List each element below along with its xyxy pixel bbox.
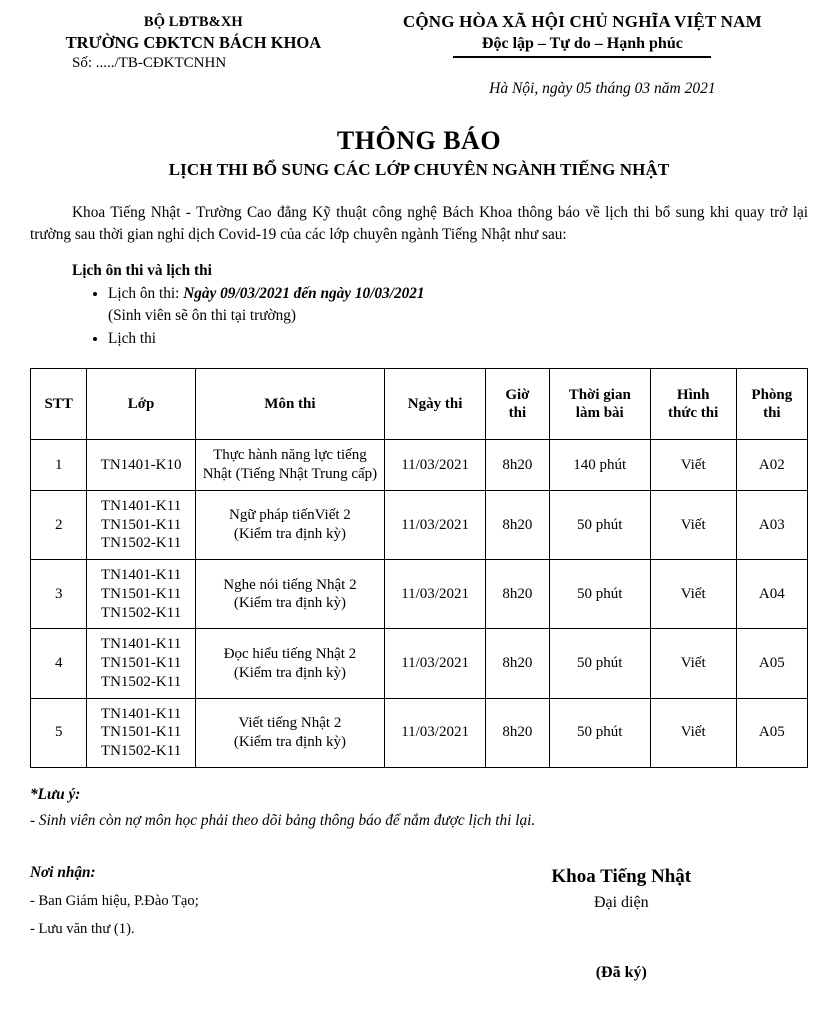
table-row <box>31 560 808 629</box>
cell-class <box>87 490 195 559</box>
class-code: TN1502-K11 <box>100 743 182 760</box>
issue-date: Hà Nội, ngày 05 tháng 03 năm 2021 <box>489 79 716 97</box>
signature-signed-mark: (Đã ký) <box>595 963 647 981</box>
subject-line: (Kiểm tra định kỳ) <box>233 526 346 543</box>
bullet-review-note: (Sinh viên sẽ ôn thi tại trường) <box>108 307 297 325</box>
cell-format: Viết <box>650 698 736 767</box>
table-row <box>31 698 808 767</box>
subject-line: (Kiểm tra định kỳ) <box>233 664 346 681</box>
cell-format: Viết <box>650 560 736 629</box>
exam-schedule-table <box>30 368 808 768</box>
table-row <box>31 490 808 559</box>
subject-line: Nghe nói tiếng Nhật 2 <box>223 576 357 593</box>
bullet-review-label: Lịch ôn thi: <box>108 284 184 302</box>
column-header-time-line1: Giờ <box>505 386 530 403</box>
cell-duration: 50 phút <box>549 490 650 559</box>
cell-class <box>87 440 195 491</box>
bullet-review-dates: Ngày 09/03/2021 đến ngày 10/03/2021 <box>183 284 425 302</box>
national-motto: Độc lập – Tự do – Hạnh phúc <box>481 35 683 52</box>
class-code: TN1501-K11 <box>100 655 182 672</box>
cell-time: 8h20 <box>485 490 549 559</box>
bullet-exam-schedule: • Lịch thi <box>108 328 808 350</box>
ministry-name: BỘ LĐTB&XH <box>143 14 243 30</box>
cell-room: A04 <box>736 560 807 629</box>
class-code: TN1401-K11 <box>100 705 182 722</box>
cell-date: 11/03/2021 <box>385 440 486 491</box>
intro-paragraph: Khoa Tiếng Nhật - Trường Cao đẳng Kỹ thuật công nghệ Bách Khoa thông báo về lịch thi bổ sung khi quay trở lại trường sau thời gian nghỉ dịch Covid-19 của các lớp chuyên ngành Tiếng Nhật như sau: <box>30 203 808 243</box>
cell-time: 8h20 <box>485 440 549 491</box>
cell-duration: 140 phút <box>549 440 650 491</box>
column-header-format-line1: Hình <box>676 386 710 403</box>
document-number: Số: ...../TB-CĐKTCNHN <box>72 55 227 71</box>
column-header-time-line2: thi <box>508 405 527 422</box>
class-code: TN1401-K11 <box>100 497 182 514</box>
cell-subject <box>195 440 385 491</box>
cell-room: A03 <box>736 490 807 559</box>
section-bullet-list <box>30 283 808 351</box>
subject-line: Ngữ pháp tiếnViết 2 <box>229 507 351 524</box>
note-body: - Sinh viên còn nợ môn học phải theo dõi bảng thông báo để nắm được lịch thi lại. <box>30 811 536 829</box>
column-header-duration-line2: làm bài <box>575 405 624 422</box>
cell-time: 8h20 <box>485 629 549 698</box>
document-header <box>30 10 808 98</box>
cell-stt: 5 <box>31 698 87 767</box>
cell-stt: 3 <box>31 560 87 629</box>
column-header-date: Ngày thi <box>385 369 486 440</box>
column-header-format <box>650 369 736 440</box>
school-name: TRƯỜNG CĐKTCN BÁCH KHOA <box>65 33 322 52</box>
cell-duration: 50 phút <box>549 560 650 629</box>
class-code: TN1502-K11 <box>100 535 182 552</box>
column-header-room <box>736 369 807 440</box>
column-header-room-line1: Phòng <box>751 386 793 403</box>
column-header-room-line2: thi <box>763 405 781 422</box>
recipient-item: - Ban Giám hiệu, P.Đào Tạo; <box>30 892 199 909</box>
subject-line: (Kiểm tra định kỳ) <box>233 733 346 750</box>
cell-duration: 50 phút <box>549 629 650 698</box>
cell-stt: 1 <box>31 440 87 491</box>
cell-format: Viết <box>650 629 736 698</box>
cell-class <box>87 560 195 629</box>
subject-line: Nhật (Tiếng Nhật Trung cấp) <box>202 466 378 483</box>
cell-class <box>87 629 195 698</box>
cell-room: A05 <box>736 698 807 767</box>
subject-line: Đọc hiểu tiếng Nhật 2 <box>223 645 357 662</box>
cell-time: 8h20 <box>485 560 549 629</box>
recipient-item: - Lưu văn thư (1). <box>30 920 135 937</box>
page-title: THÔNG BÁO <box>336 125 502 155</box>
class-code: TN1501-K11 <box>100 724 182 741</box>
cell-date: 11/03/2021 <box>385 560 486 629</box>
cell-subject <box>195 560 385 629</box>
document-footer <box>30 864 808 982</box>
column-header-format-line2: thức thi <box>668 405 719 422</box>
cell-stt: 2 <box>31 490 87 559</box>
section-heading: Lịch ôn thi và lịch thi <box>72 261 212 279</box>
cell-date: 11/03/2021 <box>385 490 486 559</box>
table-body <box>31 440 808 768</box>
cell-stt: 4 <box>31 629 87 698</box>
column-header-class: Lớp <box>87 369 195 440</box>
signature-role: Đại diện <box>593 893 649 911</box>
cell-date: 11/03/2021 <box>385 698 486 767</box>
recipients-block <box>30 864 435 982</box>
country-name: CỘNG HÒA XÃ HỘI CHỦ NGHĨA VIỆT NAM <box>402 12 762 31</box>
cell-room: A02 <box>736 440 807 491</box>
signature-block <box>435 864 808 982</box>
cell-subject <box>195 698 385 767</box>
class-code: TN1501-K11 <box>100 585 182 602</box>
cell-class <box>87 698 195 767</box>
class-code: TN1502-K11 <box>100 673 182 690</box>
column-header-stt: STT <box>31 369 87 440</box>
table-row <box>31 629 808 698</box>
table-header-row <box>31 369 808 440</box>
cell-format: Viết <box>650 440 736 491</box>
subject-line: Thực hành năng lực tiếng <box>213 447 367 464</box>
class-code: TN1502-K11 <box>100 604 182 621</box>
subject-line: (Kiểm tra định kỳ) <box>233 595 346 612</box>
note-title: *Lưu ý: <box>30 785 81 803</box>
cell-time: 8h20 <box>485 698 549 767</box>
column-header-time <box>485 369 549 440</box>
table-head <box>31 369 808 440</box>
cell-room: A05 <box>736 629 807 698</box>
class-code: TN1401-K11 <box>100 636 182 653</box>
page-subtitle: LỊCH THI BỔ SUNG CÁC LỚP CHUYÊN NGÀNH TIẾNG NHẬT <box>168 159 670 179</box>
national-heading <box>357 10 808 98</box>
table-row <box>31 440 808 491</box>
issuing-organization <box>30 10 357 72</box>
column-header-subject: Môn thi <box>195 369 385 440</box>
bullet-review-schedule <box>108 283 808 327</box>
cell-format: Viết <box>650 490 736 559</box>
cell-duration: 50 phút <box>549 698 650 767</box>
column-header-duration-line1: Thời gian <box>568 386 631 403</box>
cell-subject <box>195 629 385 698</box>
subject-line: Viết tiếng Nhật 2 <box>238 715 342 732</box>
recipients-title: Nơi nhận: <box>30 863 96 881</box>
cell-subject <box>195 490 385 559</box>
class-code: TN1401-K10 <box>100 456 182 473</box>
signature-department: Khoa Tiếng Nhật <box>551 865 692 887</box>
divider-rule <box>453 56 711 58</box>
column-header-duration <box>549 369 650 440</box>
cell-date: 11/03/2021 <box>385 629 486 698</box>
class-code: TN1401-K11 <box>100 567 182 584</box>
class-code: TN1501-K11 <box>100 516 182 533</box>
